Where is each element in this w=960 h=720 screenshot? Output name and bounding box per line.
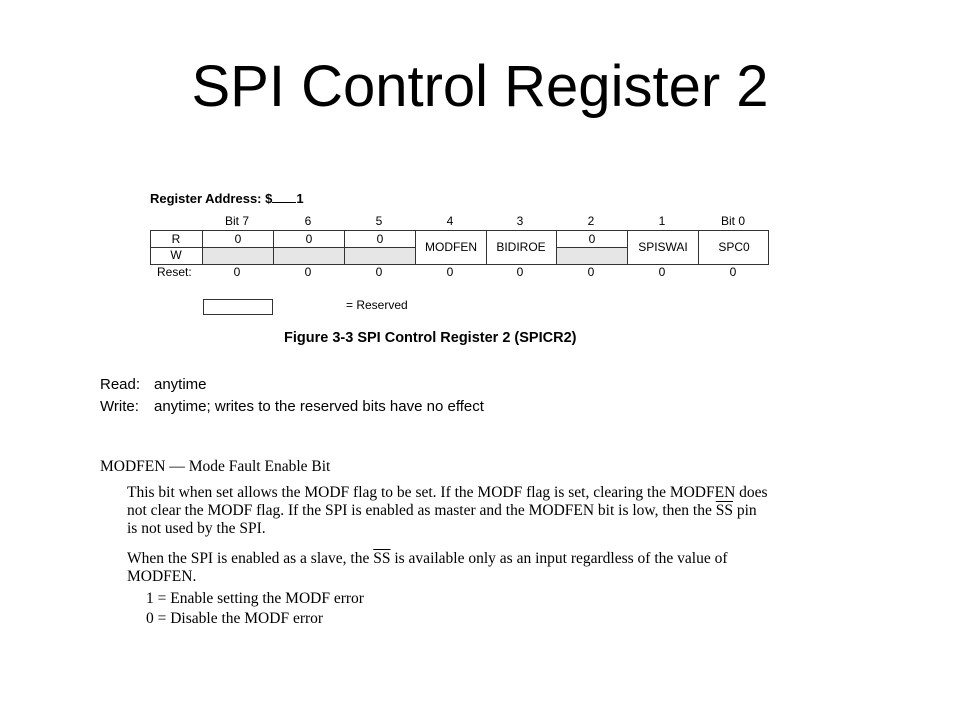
row-divider [203, 247, 415, 248]
r-value: 0 [376, 232, 384, 246]
write-value: anytime; writes to the reserved bits have no effect [154, 398, 484, 415]
register-address [150, 191, 304, 206]
row-label-reset: Reset: [157, 265, 192, 279]
ss-signal: $\overline{SS}$ [715, 502, 733, 519]
bit-header: 6 [304, 214, 312, 228]
row-label-r: R [171, 232, 181, 246]
bit-header: Bit 0 [720, 214, 745, 228]
text-span: pin [733, 502, 757, 519]
modfen-heading: MODFEN — Mode Fault Enable Bit [100, 458, 331, 475]
r-value: 0 [588, 232, 596, 246]
read-label: Read: [100, 376, 141, 393]
text-line: is not used by the SPI. [127, 520, 266, 537]
reset-value: 0 [304, 265, 312, 279]
field-spiswai: SPISWAI [638, 240, 688, 254]
text-line [127, 550, 827, 568]
reserved-legend-text: = Reserved [346, 298, 408, 312]
read-access [100, 376, 207, 393]
reserved-shade [203, 248, 415, 264]
reset-value: 0 [729, 265, 737, 279]
text-line: This bit when set allows the MODF flag to be set. If the MODF flag is set, clearing the MODFEN does [127, 484, 768, 501]
bit-header: 3 [516, 214, 524, 228]
write-label: Write: [100, 398, 139, 415]
bit-header: 5 [375, 214, 383, 228]
reset-value: 0 [516, 265, 524, 279]
reserved-legend-box [203, 299, 273, 315]
text-line: MODFEN. [127, 568, 197, 585]
r-value: 0 [305, 232, 313, 246]
reset-value: 0 [587, 265, 595, 279]
read-value: anytime [154, 376, 207, 393]
register-table [150, 230, 769, 265]
reset-value: 0 [446, 265, 454, 279]
field-bidiroe: BIDIROE [496, 240, 546, 254]
address-blank [272, 192, 296, 203]
modfen-description [127, 484, 827, 538]
field-spc0: SPC0 [718, 240, 750, 254]
bit-header: 2 [587, 214, 595, 228]
reset-value: 0 [233, 265, 241, 279]
bit-header: 1 [658, 214, 666, 228]
reset-value: 0 [375, 265, 383, 279]
text-span: not clear the MODF flag. If the SPI is enabled as master and the MODFEN bit is low, then the [127, 502, 716, 519]
field-modfen: MODFEN [425, 240, 477, 254]
slide-title: SPI Control Register 2 [191, 54, 769, 119]
figure-caption: Figure 3-3 SPI Control Register 2 (SPICR2) [284, 330, 577, 346]
reset-value: 0 [658, 265, 666, 279]
write-access [100, 398, 484, 415]
register-address-suffix: 1 [296, 191, 304, 206]
bit-header: 4 [446, 214, 454, 228]
r-value: 0 [234, 232, 242, 246]
reserved-shade [557, 248, 627, 264]
register-address-label: Register Address: $ [150, 191, 273, 206]
modfen-option-0: 0 = Disable the MODF error [146, 610, 324, 627]
ss-signal: $\overline{SS}$ [373, 550, 391, 567]
bit-header: Bit 7 [224, 214, 249, 228]
text-line [127, 502, 827, 520]
modfen-slave-note [127, 550, 827, 586]
row-label-w: W [170, 248, 182, 262]
text-span: When the SPI is enabled as a slave, the [127, 550, 374, 567]
text-span: is available only as an input regardless of the value of [390, 550, 728, 567]
row-divider [557, 247, 627, 248]
modfen-option-1: 1 = Enable setting the MODF error [146, 590, 364, 607]
